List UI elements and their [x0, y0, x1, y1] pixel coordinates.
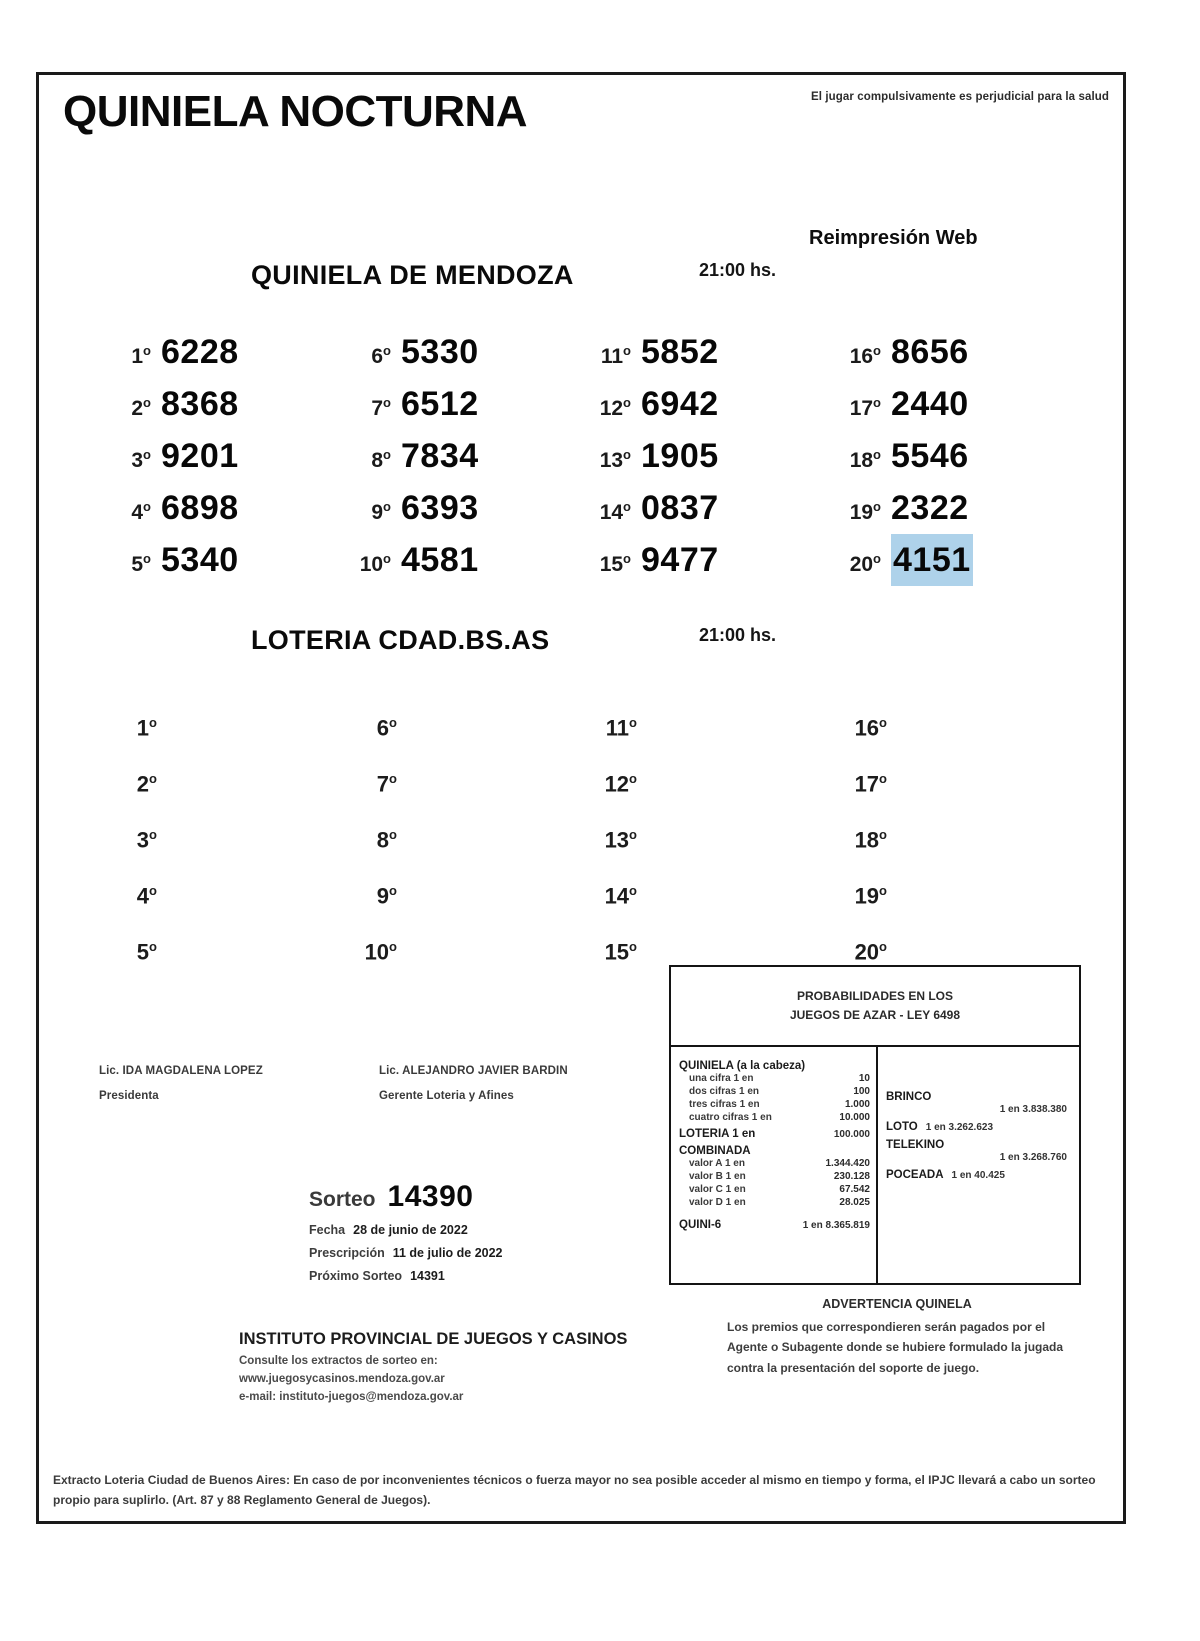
result-row — [829, 751, 1079, 807]
result-position: 4$^o$ — [136, 883, 157, 909]
probabilities-box — [669, 965, 1081, 1285]
advertencia-body: Los premios que correspondieren serán pagados por el Agente o Subagente donde se hubiere formulado la jugada contra la presentación del soporte de juego. — [727, 1320, 1064, 1375]
result-number: 5546 — [891, 437, 969, 475]
result-position: 12$^o$ — [604, 771, 637, 797]
result-position: 7$^o$ — [371, 395, 391, 420]
quiniela-probability-row — [679, 1111, 870, 1124]
draw-prescription — [309, 1246, 503, 1260]
result-row — [339, 533, 589, 585]
advertencia-block — [727, 1297, 1067, 1378]
quiniela-probability-row — [679, 1072, 870, 1085]
result-row — [99, 325, 349, 377]
quini6-row — [679, 1219, 870, 1231]
result-position: 13$^o$ — [604, 827, 637, 853]
result-number: 8368 — [161, 385, 239, 423]
draw-label: Sorteo — [309, 1188, 376, 1211]
result-number: 1905 — [641, 437, 719, 475]
result-number: 5330 — [401, 333, 479, 371]
quiniela-probability-row — [679, 1085, 870, 1098]
draw-number: 14390 — [387, 1180, 474, 1213]
result-row — [829, 533, 1079, 585]
result-number: 2322 — [891, 489, 969, 527]
result-row — [99, 377, 349, 429]
result-row — [579, 533, 829, 585]
probability-value: 100 — [853, 1086, 870, 1097]
draw-next-value: 14391 — [410, 1269, 445, 1283]
result-row — [339, 377, 589, 429]
probabilities-right-column — [878, 1047, 1079, 1285]
result-row — [579, 429, 829, 481]
draw-prescription-value: 11 de julio de 2022 — [392, 1246, 503, 1260]
institute-email[interactable]: e-mail: instituto-juegos@mendoza.gov.ar — [239, 1391, 464, 1403]
result-position: 15$^o$ — [604, 939, 637, 965]
result-position: 19$^o$ — [854, 883, 887, 909]
quini6-value: 1 en 8.365.819 — [802, 1220, 870, 1231]
result-position: 20$^o$ — [849, 551, 881, 576]
result-row — [339, 751, 589, 807]
other-game-value: 1 en 3.268.760 — [999, 1152, 1067, 1163]
probability-value: 28.025 — [839, 1197, 870, 1208]
probability-label: dos cifras 1 en — [689, 1086, 760, 1097]
result-position: 10$^o$ — [359, 551, 391, 576]
other-game-probability — [886, 1169, 1073, 1181]
result-position: 3$^o$ — [136, 827, 157, 853]
result-row — [339, 863, 589, 919]
result-row — [579, 751, 829, 807]
result-position: 20$^o$ — [854, 939, 887, 965]
probability-value: 1.000 — [844, 1099, 870, 1110]
result-position: 7$^o$ — [376, 771, 397, 797]
result-position: 18$^o$ — [849, 447, 881, 472]
game-header-quiniela-mendoza — [39, 260, 1123, 300]
result-position: 8$^o$ — [376, 827, 397, 853]
other-game-value: 1 en 40.425 — [951, 1170, 1005, 1181]
probabilities-left-column — [671, 1047, 878, 1285]
result-number: 8656 — [891, 333, 969, 371]
result-position: 13$^o$ — [599, 447, 631, 472]
probability-label: una cifra 1 en — [689, 1073, 754, 1084]
result-position: 17$^o$ — [849, 395, 881, 420]
result-number: 6512 — [401, 385, 479, 423]
signature-name: Lic. ALEJANDRO JAVIER BARDIN — [379, 1065, 568, 1077]
results-column — [579, 325, 829, 585]
draw-date-label: Fecha — [309, 1223, 346, 1237]
signature-name: Lic. IDA MAGDALENA LOPEZ — [99, 1065, 263, 1077]
result-position: 12$^o$ — [599, 395, 631, 420]
result-position: 11$^o$ — [605, 715, 637, 741]
result-row — [99, 807, 349, 863]
other-game-value: 1 en 3.262.623 — [925, 1122, 994, 1133]
result-row — [339, 807, 589, 863]
result-position: 14$^o$ — [599, 499, 631, 524]
game-time: 21:00 hs. — [699, 260, 777, 280]
combinada-probability-row — [679, 1170, 870, 1183]
reprint-label: Reimpresión Web — [809, 227, 978, 249]
institute-title: INSTITUTO PROVINCIAL DE JUEGOS Y CASINOS — [239, 1330, 628, 1348]
quini6-label: QUINI-6 — [679, 1219, 722, 1231]
result-row — [339, 695, 589, 751]
loteria-value: 100.000 — [833, 1129, 870, 1140]
results-column — [829, 695, 1079, 975]
results-column — [99, 695, 349, 975]
institute-block — [239, 1330, 689, 1403]
result-position: 9$^o$ — [371, 499, 391, 524]
advertencia-title: ADVERTENCIA QUINELA — [822, 1297, 972, 1311]
probability-value: 67.542 — [839, 1184, 870, 1195]
other-game-value: 1 en 3.838.380 — [999, 1104, 1067, 1115]
result-row — [99, 481, 349, 533]
other-game-probability — [886, 1091, 1073, 1115]
result-position: 1$^o$ — [131, 343, 151, 368]
result-number: 7834 — [401, 437, 479, 475]
result-row — [339, 919, 589, 975]
result-row — [579, 695, 829, 751]
result-number: 6942 — [641, 385, 719, 423]
result-position: 4$^o$ — [131, 499, 151, 524]
result-position: 19$^o$ — [849, 499, 881, 524]
probability-label: valor D 1 en — [689, 1197, 746, 1208]
probability-label: cuatro cifras 1 en — [689, 1112, 772, 1123]
signature-role: Gerente Loteria y Afines — [379, 1090, 514, 1102]
loteria-label: LOTERIA 1 en — [679, 1128, 756, 1140]
result-position: 16$^o$ — [849, 343, 881, 368]
probabilities-title-line1: PROBABILIDADES EN LOS — [796, 989, 953, 1004]
result-position: 5$^o$ — [136, 939, 157, 965]
results-column — [579, 695, 829, 975]
result-row — [339, 481, 589, 533]
result-position: 8$^o$ — [371, 447, 391, 472]
result-position: 14$^o$ — [604, 883, 637, 909]
probability-label: tres cifras 1 en — [689, 1099, 760, 1110]
other-game-name: POCEADA — [886, 1169, 944, 1181]
signature-role: Presidenta — [99, 1090, 159, 1102]
probability-label: valor A 1 en — [689, 1158, 745, 1169]
result-position: 6$^o$ — [371, 343, 391, 368]
other-game-name: LOTO — [886, 1121, 918, 1133]
result-row — [829, 429, 1079, 481]
results-grid-quiniela-mendoza — [39, 325, 1123, 595]
result-row — [829, 863, 1079, 919]
result-row — [99, 751, 349, 807]
results-column — [339, 325, 589, 585]
result-position: 6$^o$ — [376, 715, 397, 741]
result-row — [579, 807, 829, 863]
result-position: 10$^o$ — [364, 939, 397, 965]
results-grid-loteria-caba — [39, 695, 1123, 995]
footer-note: Extracto Loteria Ciudad de Buenos Aires: En caso de por inconvenientes técnicos o fuerza mayor no sea posible acceder al mismo en tiempo y forma, el IPJC llevará a cabo un sorteo propio para suplirlo. (Art. 87 y 88 Reglamento General de Juegos). — [53, 1473, 1096, 1508]
result-row — [339, 325, 589, 377]
game-time: 21:00 hs. — [699, 625, 777, 645]
page-title: QUINIELA NOCTURNA — [63, 87, 528, 136]
draw-date-value: 28 de junio de 2022 — [353, 1223, 468, 1237]
results-column — [829, 325, 1079, 585]
game-name: QUINIELA DE MENDOZA — [251, 260, 574, 290]
result-row — [579, 377, 829, 429]
other-game-probability — [886, 1121, 1073, 1133]
probabilities-title-line2: JUEGOS DE AZAR - LEY 6498 — [789, 1008, 961, 1022]
result-row — [829, 807, 1079, 863]
draw-next — [309, 1269, 503, 1283]
probability-value: 10 — [858, 1073, 870, 1084]
signature-president — [99, 1065, 263, 1102]
result-number: 4151 — [891, 534, 973, 586]
result-position: 2$^o$ — [136, 771, 157, 797]
result-row — [99, 533, 349, 585]
result-row — [579, 863, 829, 919]
result-row — [99, 695, 349, 751]
gambling-warning: El jugar compulsivamente es perjudicial para la salud — [810, 91, 1109, 103]
result-row — [99, 863, 349, 919]
probability-label: valor C 1 en — [689, 1184, 746, 1195]
game-header-loteria-caba — [39, 625, 1123, 665]
draw-next-label: Próximo Sorteo — [309, 1269, 403, 1283]
probability-value: 230.128 — [833, 1171, 870, 1182]
result-row — [829, 377, 1079, 429]
ticket-page — [36, 72, 1126, 1524]
probabilities-title — [671, 967, 1079, 1047]
other-game-name: BRINCO — [886, 1091, 932, 1103]
other-game-probability — [886, 1139, 1073, 1163]
combinada-section-title: COMBINADA — [679, 1145, 751, 1157]
combinada-probability-row — [679, 1196, 870, 1209]
result-position: 2$^o$ — [131, 395, 151, 420]
result-number: 6228 — [161, 333, 239, 371]
probability-value: 10.000 — [839, 1112, 870, 1123]
result-number: 0837 — [641, 489, 719, 527]
signature-manager — [379, 1065, 568, 1102]
result-row — [99, 429, 349, 481]
result-row — [829, 481, 1079, 533]
result-row — [99, 919, 349, 975]
result-position: 9$^o$ — [376, 883, 397, 909]
quiniela-section-title: QUINIELA (a la cabeza) — [679, 1060, 806, 1072]
result-position: 1$^o$ — [136, 715, 157, 741]
draw-prescription-label: Prescripción — [309, 1246, 385, 1260]
result-number: 5852 — [641, 333, 719, 371]
result-number: 6393 — [401, 489, 479, 527]
draw-date — [309, 1223, 503, 1237]
probability-label: valor B 1 en — [689, 1171, 746, 1182]
result-row — [829, 695, 1079, 751]
result-number: 9201 — [161, 437, 239, 475]
result-position: 16$^o$ — [854, 715, 887, 741]
result-position: 18$^o$ — [854, 827, 887, 853]
result-position: 11$^o$ — [600, 343, 631, 368]
result-row — [339, 429, 589, 481]
result-number: 4581 — [401, 541, 479, 579]
combinada-probability-row — [679, 1183, 870, 1196]
result-position: 3$^o$ — [131, 447, 151, 472]
result-number: 6898 — [161, 489, 239, 527]
result-position: 5$^o$ — [131, 551, 151, 576]
results-column — [99, 325, 349, 585]
quiniela-probability-row — [679, 1098, 870, 1111]
results-column — [339, 695, 589, 975]
result-position: 15$^o$ — [599, 551, 631, 576]
loteria-row — [679, 1128, 870, 1140]
result-number: 2440 — [891, 385, 969, 423]
combinada-probability-row — [679, 1157, 870, 1170]
result-row — [579, 325, 829, 377]
result-number: 9477 — [641, 541, 719, 579]
institute-line-1: Consulte los extractos de sorteo en: — [239, 1355, 438, 1367]
institute-website[interactable]: www.juegosycasinos.mendoza.gov.ar — [239, 1373, 445, 1385]
result-row — [579, 481, 829, 533]
draw-info — [309, 1180, 503, 1283]
result-position: 17$^o$ — [854, 771, 887, 797]
result-number: 5340 — [161, 541, 239, 579]
other-game-name: TELEKINO — [886, 1139, 945, 1151]
game-name: LOTERIA CDAD.BS.AS — [251, 625, 550, 655]
probability-value: 1.344.420 — [825, 1158, 870, 1169]
result-row — [829, 325, 1079, 377]
